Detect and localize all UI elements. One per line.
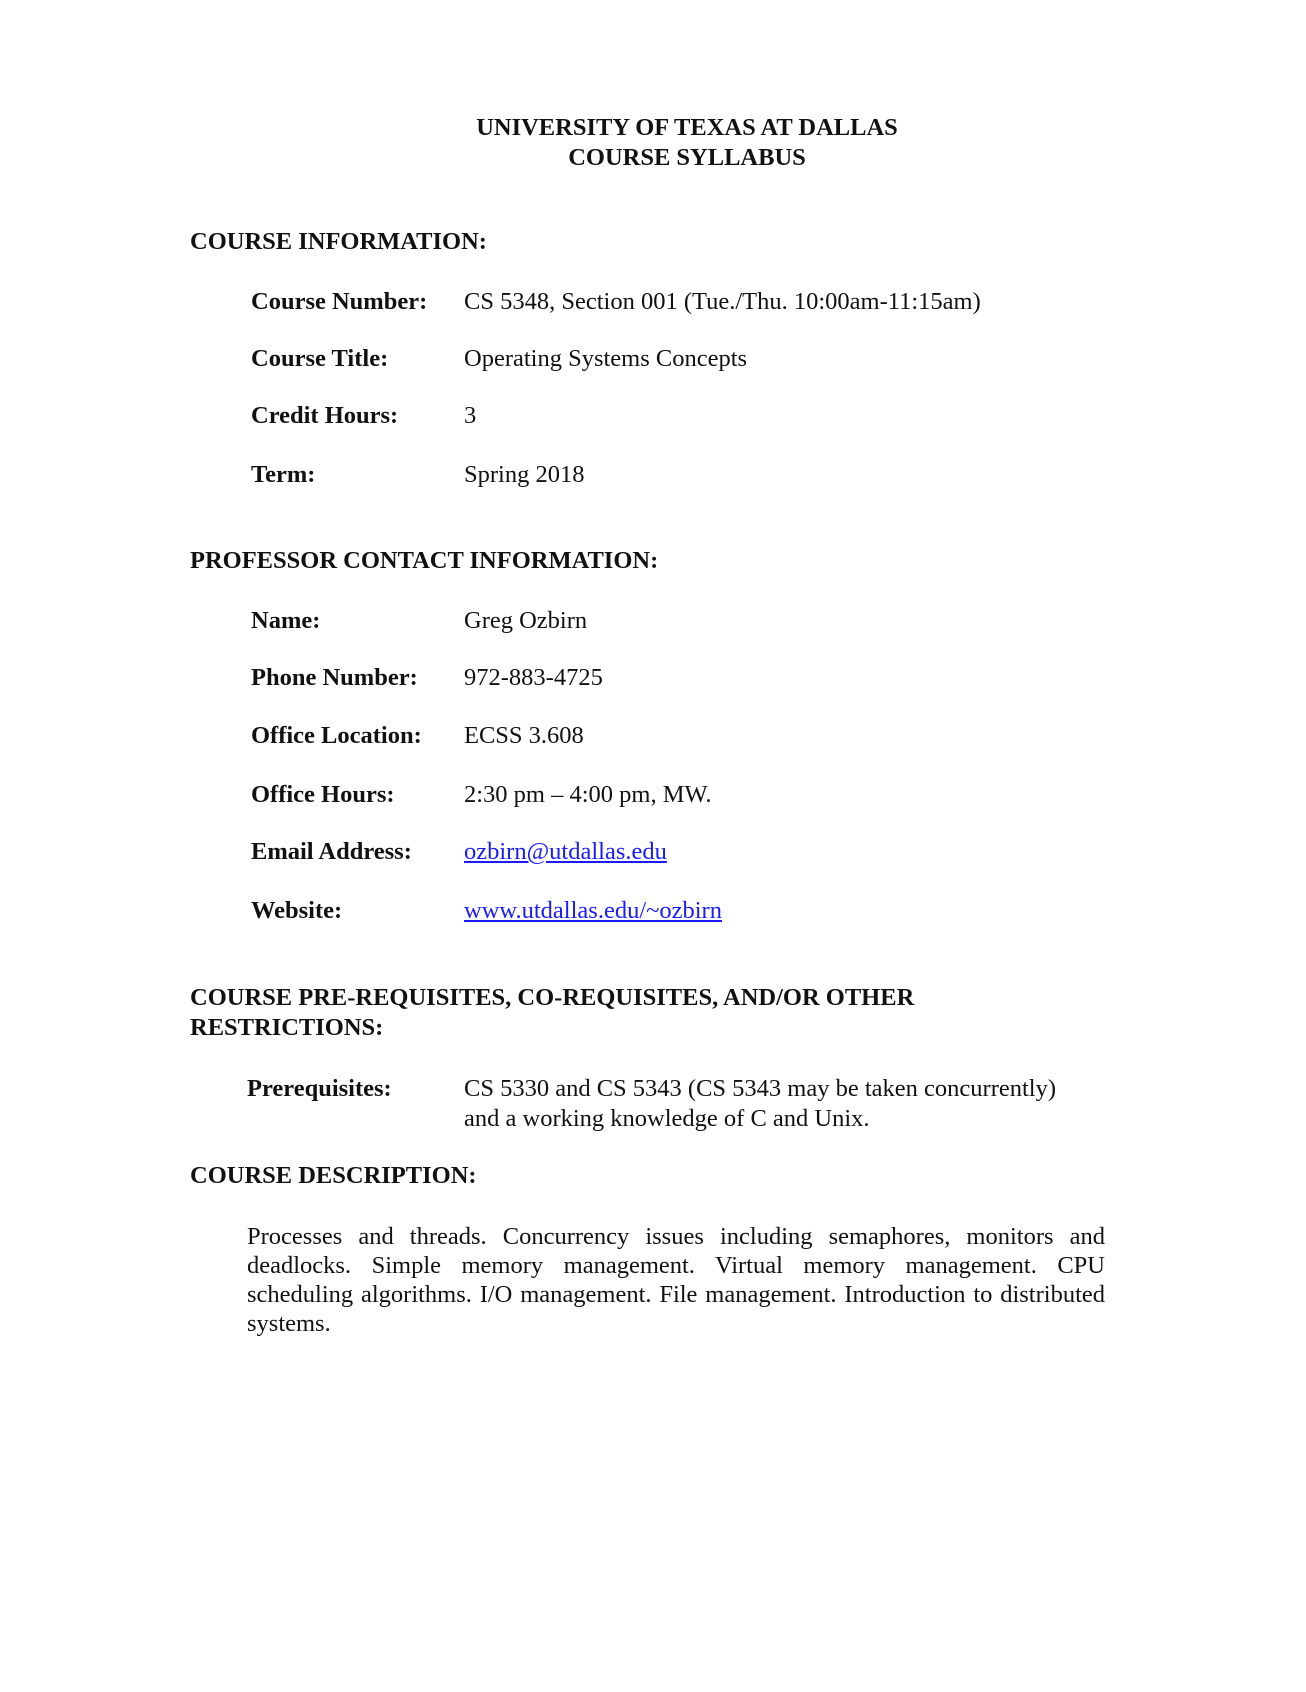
term-value: Spring 2018 — [464, 461, 585, 488]
term-label: Term: — [251, 461, 316, 488]
email-address-label: Email Address: — [251, 838, 412, 865]
document-type: COURSE SYLLABUS — [568, 144, 806, 171]
professor-contact-heading: PROFESSOR CONTACT INFORMATION: — [190, 547, 659, 574]
credit-hours-value: 3 — [464, 402, 477, 429]
office-location-label: Office Location: — [251, 722, 422, 749]
credit-hours-label: Credit Hours: — [251, 402, 399, 429]
website-link[interactable]: www.utdallas.edu/~ozbirn — [464, 897, 722, 924]
professor-name-label: Name: — [251, 607, 321, 634]
document-title — [0, 113, 1306, 173]
prerequisites-heading-line-2: RESTRICTIONS: — [190, 1014, 384, 1041]
email-link[interactable]: ozbirn@utdallas.edu — [464, 838, 667, 865]
course-title-value: Operating Systems Concepts — [464, 345, 748, 372]
prerequisites-heading-line-1: COURSE PRE-REQUISITES, CO-REQUISITES, AND/OR OTHER — [190, 984, 915, 1011]
phone-number-label: Phone Number: — [251, 664, 418, 691]
course-description-text: Processes and threads. Concurrency issues including semaphores, monitors and deadlocks. Simple memory management. Virtual memory management. CPU scheduling algorithms. I/O management. File management. Introduction to distributed systems. — [247, 1223, 1105, 1337]
office-hours-label: Office Hours: — [251, 781, 395, 808]
course-description-heading: COURSE DESCRIPTION: — [190, 1162, 477, 1189]
phone-number-value: 972-883-4725 — [464, 664, 603, 691]
professor-name-value: Greg Ozbirn — [464, 607, 588, 634]
website-value — [464, 896, 722, 926]
course-information-heading: COURSE INFORMATION: — [190, 228, 487, 255]
email-address-value — [464, 837, 667, 867]
website-label: Website: — [251, 897, 343, 924]
university-name: UNIVERSITY OF TEXAS AT DALLAS — [476, 114, 898, 141]
office-hours-value: 2:30 pm – 4:00 pm, MW. — [464, 781, 712, 808]
prerequisites-value-line-1: CS 5330 and CS 5343 (CS 5343 may be taken concurrently) — [464, 1075, 1057, 1102]
course-title-label: Course Title: — [251, 345, 389, 372]
office-location-value: ECSS 3.608 — [464, 722, 584, 749]
prerequisites-value-line-2: and a working knowledge of C and Unix. — [464, 1105, 870, 1132]
course-number-label: Course Number: — [251, 288, 428, 315]
course-number-value: CS 5348, Section 001 (Tue./Thu. 10:00am-11:15am) — [464, 288, 981, 315]
prerequisites-label: Prerequisites: — [247, 1075, 392, 1102]
